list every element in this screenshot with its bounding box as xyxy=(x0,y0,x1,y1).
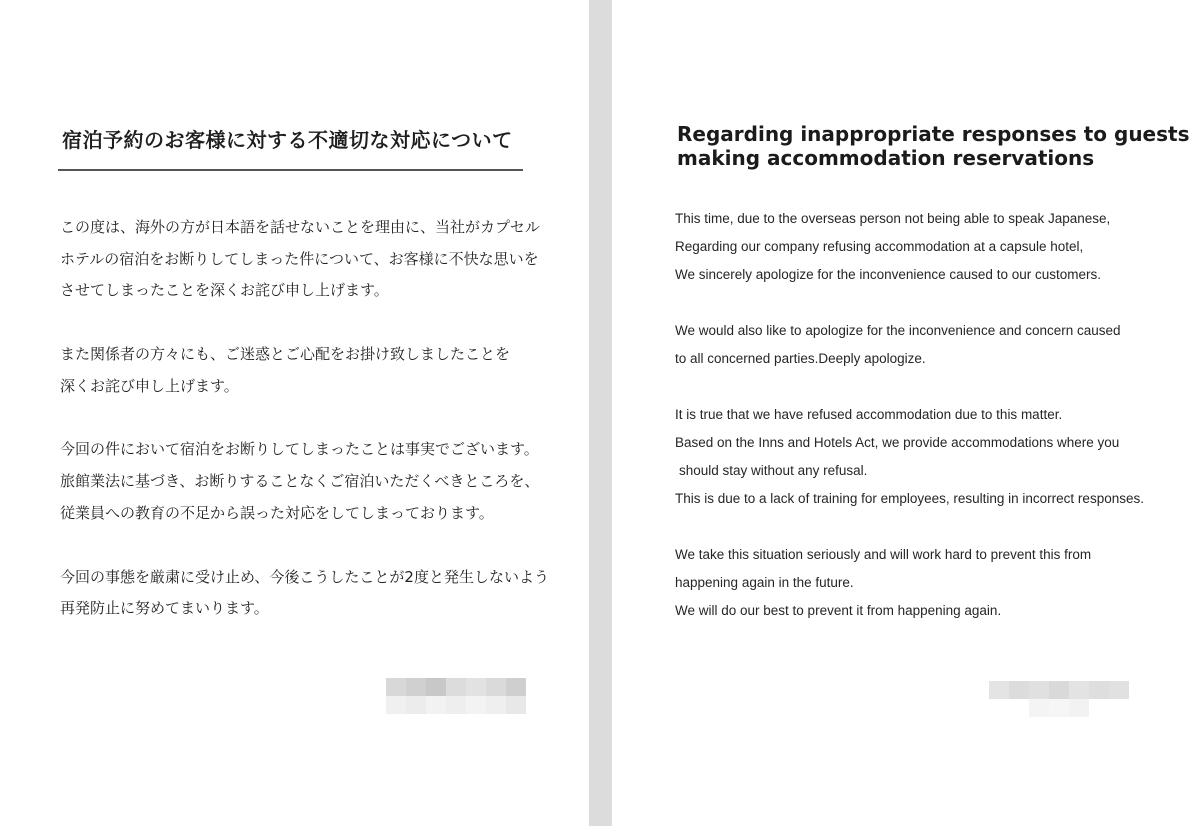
english-line: This time, due to the overseas person not being able to speak Japanese, xyxy=(675,211,1111,226)
english-body xyxy=(675,205,1175,653)
japanese-line: 今回の事態を厳粛に受け止め、今後こうしたことが2度と発生しないよう xyxy=(60,567,549,586)
japanese-title: 宿泊予約のお客様に対する不適切な対応について xyxy=(62,128,513,152)
english-line: Based on the Inns and Hotels Act, we provide accommodations where you xyxy=(675,435,1120,450)
japanese-paragraph-1 xyxy=(60,212,540,307)
japanese-paragraph-2 xyxy=(60,339,540,402)
english-paragraph-3 xyxy=(675,401,1175,513)
english-line: We take this situation seriously and will work hard to prevent this from xyxy=(675,547,1092,562)
english-line: should stay without any refusal. xyxy=(679,463,868,478)
japanese-body xyxy=(60,212,549,657)
japanese-line: 今回の件において宿泊をお断りしてしまったことは事実でございます。 xyxy=(60,440,539,459)
japanese-line: 旅館業法に基づき、お断りすることなくご宿泊いただくべきところを、 xyxy=(60,472,540,491)
english-line: We will do our best to prevent it from happening again. xyxy=(675,603,1002,618)
english-line: This is due to a lack of training for employees, resulting in incorrect responses. xyxy=(675,491,1144,506)
english-paragraph-1 xyxy=(675,205,1175,289)
japanese-line: ホテルの宿泊をお断りしてしまった件について、お客様に不快な思いを xyxy=(60,249,539,268)
english-title-line: making accommodation reservations xyxy=(677,146,1095,170)
japanese-line: 再発防止に努めてまいります。 xyxy=(60,599,269,618)
japanese-paragraph-4 xyxy=(60,562,549,625)
pixelated-signature-japanese xyxy=(386,678,526,714)
english-paragraph-2 xyxy=(675,317,1175,373)
english-title xyxy=(677,122,1190,170)
english-line: We would also like to apologize for the inconvenience and concern caused xyxy=(675,323,1121,338)
title-underline xyxy=(58,169,523,171)
japanese-line: 深くお詫び申し上げます。 xyxy=(60,376,239,395)
japanese-paragraph-3 xyxy=(60,434,540,529)
japanese-line: また関係者の方々にも、ご迷惑とご心配をお掛け致しましたことを xyxy=(60,345,511,364)
english-line: It is true that we have refused accommodation due to this matter. xyxy=(675,407,1063,422)
english-line: We sincerely apologize for the inconvenience caused to our customers. xyxy=(675,267,1101,282)
japanese-line: させてしまったことを深くお詫び申し上げます。 xyxy=(60,281,389,300)
japanese-line: この度は、海外の方が日本語を話せないことを理由に、当社がカプセル xyxy=(60,218,540,236)
page-divider xyxy=(589,0,612,826)
english-paragraph-4 xyxy=(675,541,1175,625)
english-line: Regarding our company refusing accommodation at a capsule hotel, xyxy=(675,239,1084,254)
english-line: happening again in the future. xyxy=(675,575,854,590)
pixelated-signature-english xyxy=(989,681,1129,717)
english-line: to all concerned parties.Deeply apologize. xyxy=(675,351,926,366)
japanese-line: 従業員への教育の不足から誤った対応をしてしまっております。 xyxy=(60,503,494,522)
english-title-line: Regarding inappropriate responses to guests xyxy=(677,122,1190,146)
